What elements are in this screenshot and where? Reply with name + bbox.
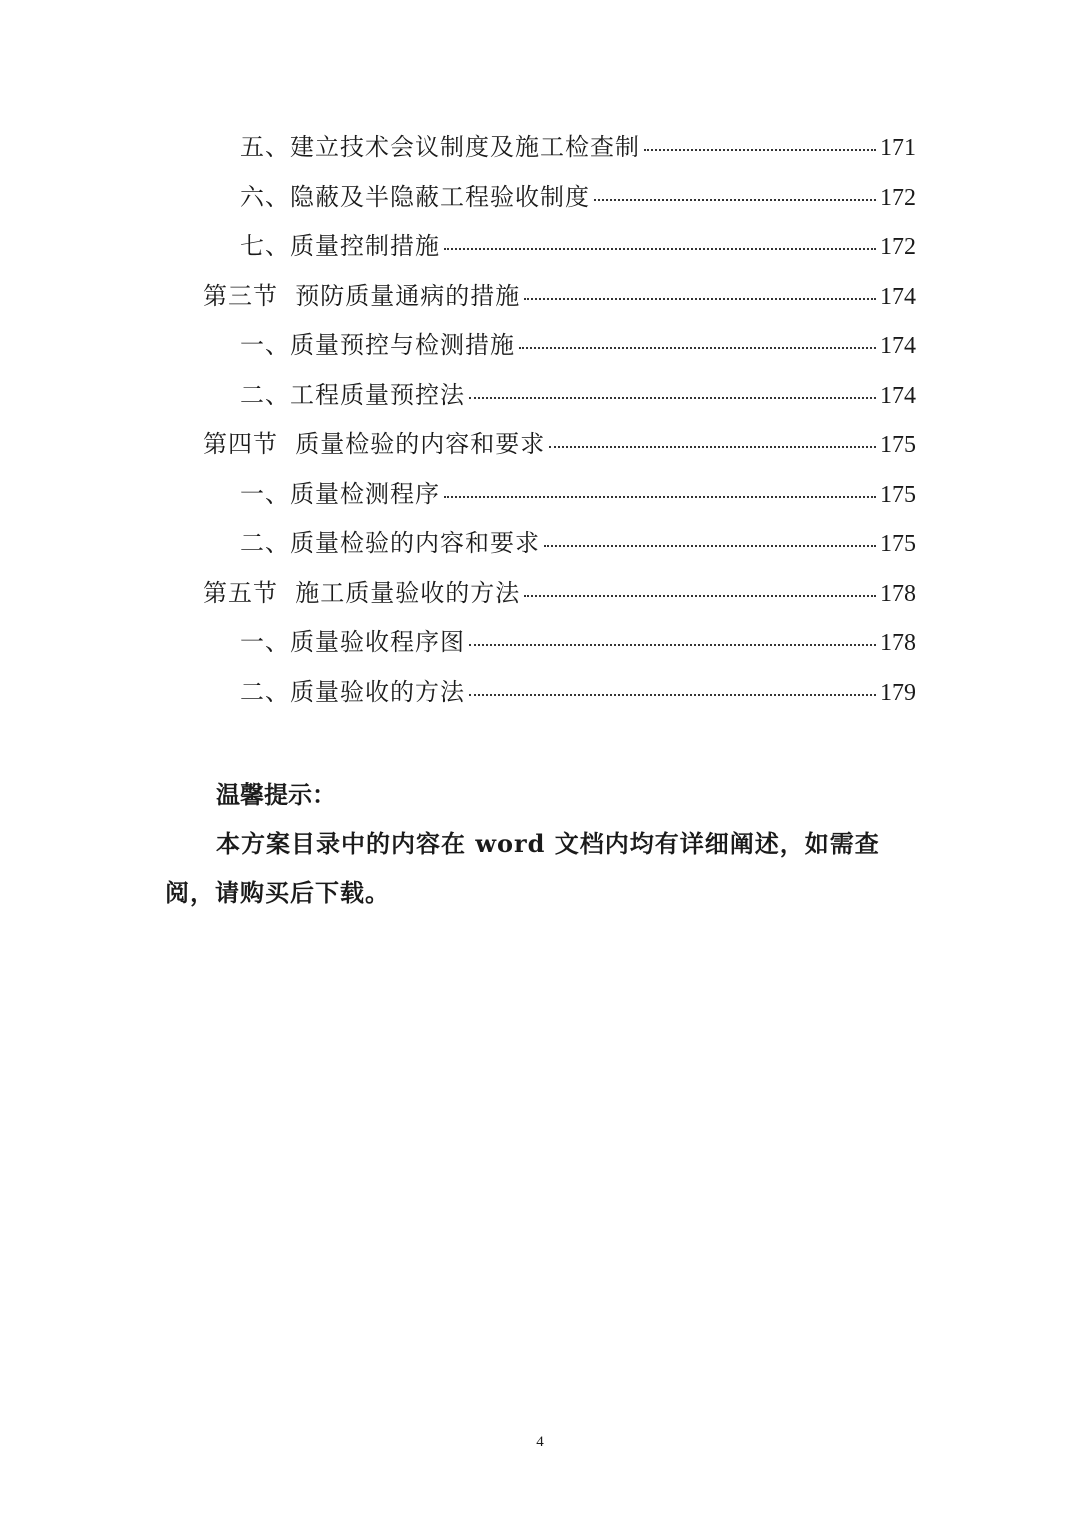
toc-dot-leader xyxy=(519,347,876,349)
toc-entry-page: 175 xyxy=(880,432,916,459)
toc-entry-page: 172 xyxy=(880,234,916,261)
toc-entry-page: 174 xyxy=(880,333,916,360)
toc-dot-leader xyxy=(544,545,876,547)
toc-entry-title: 第五节 施工质量验收的方法 xyxy=(203,578,521,607)
toc-entry-title: 二、工程质量预控法 xyxy=(240,380,465,409)
toc-entry[interactable] xyxy=(0,470,1080,520)
toc-dot-leader xyxy=(469,644,876,646)
toc-entry-page: 178 xyxy=(880,630,916,657)
toc-entry-title: 五、建立技术会议制度及施工检查制 xyxy=(240,133,640,162)
notice-body: 本方案目录中的内容在 word 文档内均有详细阐述，如需查阅，请购买后下载。 xyxy=(165,829,880,907)
notice-heading: 温馨提示： xyxy=(216,780,336,809)
toc-dot-leader xyxy=(469,397,876,399)
toc-entry-page: 174 xyxy=(880,283,916,310)
toc-entry[interactable] xyxy=(0,618,1080,668)
toc-entry[interactable] xyxy=(0,123,1080,173)
toc-dot-leader xyxy=(444,496,876,498)
toc-entry-title: 第三节 预防质量通病的措施 xyxy=(203,281,521,310)
toc-dot-leader xyxy=(469,694,876,696)
toc-section-entry[interactable] xyxy=(0,272,1080,322)
toc-entry-page: 171 xyxy=(880,135,916,162)
toc-dot-leader xyxy=(524,595,876,597)
toc-dot-leader xyxy=(549,446,876,448)
toc-entry-page: 172 xyxy=(880,184,916,211)
toc-entry[interactable] xyxy=(0,321,1080,371)
toc-dot-leader xyxy=(644,149,876,151)
toc-entry-title: 六、隐蔽及半隐蔽工程验收制度 xyxy=(240,182,590,211)
toc-entry[interactable] xyxy=(0,222,1080,272)
toc-entry-title: 二、质量检验的内容和要求 xyxy=(240,529,540,558)
table-of-contents xyxy=(0,123,1080,717)
toc-entry-title: 一、质量验收程序图 xyxy=(240,628,465,657)
notice-section xyxy=(0,770,1080,917)
toc-entry-page: 175 xyxy=(880,481,916,508)
page-number: 4 xyxy=(536,1434,544,1450)
toc-section-entry[interactable] xyxy=(0,569,1080,619)
toc-entry-title: 一、质量检测程序 xyxy=(240,479,440,508)
toc-entry[interactable] xyxy=(0,173,1080,223)
toc-entry[interactable] xyxy=(0,519,1080,569)
toc-entry-title: 七、质量控制措施 xyxy=(240,232,440,261)
toc-entry[interactable] xyxy=(0,668,1080,718)
toc-dot-leader xyxy=(444,248,876,250)
toc-entry-title: 第四节 质量检验的内容和要求 xyxy=(203,430,546,459)
toc-entry-title: 二、质量验收的方法 xyxy=(240,677,465,706)
toc-entry-page: 175 xyxy=(880,531,916,558)
toc-entry-page: 174 xyxy=(880,382,916,409)
toc-entry[interactable] xyxy=(0,371,1080,421)
toc-entry-title: 一、质量预控与检测措施 xyxy=(240,331,515,360)
toc-section-entry[interactable] xyxy=(0,420,1080,470)
toc-entry-page: 178 xyxy=(880,580,916,607)
toc-dot-leader xyxy=(524,298,876,300)
toc-dot-leader xyxy=(594,199,876,201)
toc-entry-page: 179 xyxy=(880,679,916,706)
